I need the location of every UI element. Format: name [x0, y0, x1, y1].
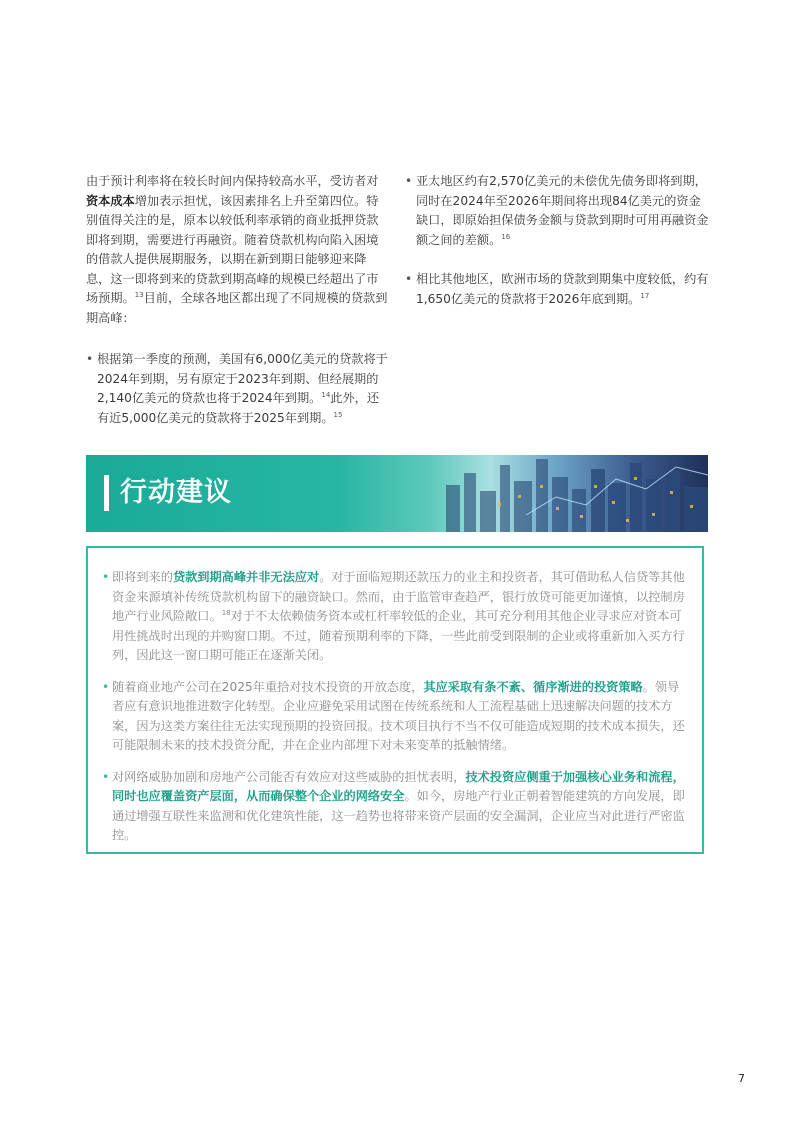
footnote-ref: 17	[640, 291, 650, 300]
action-text: 。如今，房地产行业正朝着智能建筑的方向发展，即通过增强互联性来监测和优化建筑性能，这一趋势也将带来资产层面的安全漏洞，企业应当对此进行严密监控。	[112, 789, 685, 842]
list-item	[102, 768, 686, 846]
action-list	[102, 568, 686, 846]
left-column	[86, 172, 388, 441]
footnote-ref: 16	[501, 232, 511, 241]
list-item	[102, 678, 686, 756]
action-text: 。领导者应有意识地推进数字化转型。企业应避免采用试图在传统系统和人工流程基础上迅速解决问题的技术方案，因为这类方案往往无法实现预期的投资回报。技术项目执行不当不仅可能造成短期的技术成本损失，还可能限制未来的技术投资分配，并在企业内部埋下对未来变革的抵触情绪。	[112, 679, 685, 752]
action-text: 。对于面临短期还款压力的业主和投资者，其可借助私人信贷等其他资金来源填补传统贷款机构留下的融资缺口。然而，由于监管审查趋严，银行放贷可能更加谨慎，以控制房地产行业风险敞口。	[112, 570, 685, 623]
footnote-ref: 15	[333, 410, 343, 419]
list-item	[86, 350, 388, 428]
bullet-text-2: 此外，还有近5,000亿美元的贷款将于2025年到期。	[97, 391, 380, 425]
list-item	[102, 568, 686, 666]
action-text: 随着商业地产公司在2025年重拾对技术投资的开放态度，	[112, 679, 424, 694]
banner-title: 行动建议	[120, 477, 232, 508]
action-banner	[86, 455, 708, 532]
action-text: 对网络威胁加剧和房地产公司能否有效应对这些威胁的担忧表明，	[112, 769, 466, 784]
page-number: 7	[738, 1072, 745, 1085]
right-column	[405, 172, 709, 322]
action-highlight: 其应采取有条不紊、循序渐进的投资策略	[423, 679, 643, 694]
left-bullet-list	[86, 350, 388, 428]
banner-accent-bar	[104, 475, 109, 511]
intro-paragraph	[86, 172, 388, 328]
intro-text-2: 增加表示担忧，该因素排名上升至第四位。特别值得关注的是，原本以较低利率承销的商业抵押贷款即将到期，需要进行再融资。随着贷款机构向陷入困境的借款人提供展期服务，以期在新到期日能够迎来降息，这一即将到来的贷款到期高峰的规模已经超出了市场预期。	[86, 193, 379, 305]
intro-text-1: 由于预计利率将在较长时间内保持较高水平，受访者对	[86, 174, 379, 188]
footnote-ref: 14	[321, 390, 331, 399]
bullet-text: 相比其他地区，欧洲市场的贷款到期集中度较低，约有1,650亿美元的贷款将于2026年底到期。	[416, 272, 709, 306]
action-recommendations-box	[86, 546, 704, 854]
action-highlight: 贷款到期高峰并非无法应对	[172, 570, 320, 584]
action-text: 对于不太依赖债务资本或杠杆率较低的企业，其可充分利用其他企业寻求应对资本可用性挑战时出现的并购窗口期。不过，随着预期利率的下降，一些此前受到限制的企业或将重新加入买方行列，因此这一窗口期可能正在逐渐关闭。	[112, 609, 685, 662]
list-item	[405, 270, 709, 309]
footnote-ref: 13	[134, 290, 144, 299]
action-text: 即将到来的	[112, 570, 173, 584]
bullet-text-1: 根据第一季度的预测，美国有6,000亿美元的贷款将于2024年到期，另有原定于2023年到期、但经展期的2,140亿美元的贷款也将于2024年到期。	[97, 352, 388, 405]
intro-text-3: 目前，全球各地区都出现了不同规模的贷款到期高峰：	[86, 291, 388, 325]
footnote-ref: 18	[221, 608, 231, 617]
list-item	[405, 172, 709, 250]
action-highlight: 技术投资应侧重于加强核心业务和流程，同时也应覆盖资产层面，从而确保整个企业的网络安全	[112, 769, 685, 803]
intro-bold: 资本成本	[86, 193, 135, 208]
right-bullet-list	[405, 172, 709, 309]
bullet-text: 亚太地区约有2,570亿美元的未偿优先债务即将到期，同时在2024年至2026年期间将出现84亿美元的资金缺口，即原始担保债务金额与贷款到期时可用再融资金额之间的差额。	[416, 174, 709, 247]
